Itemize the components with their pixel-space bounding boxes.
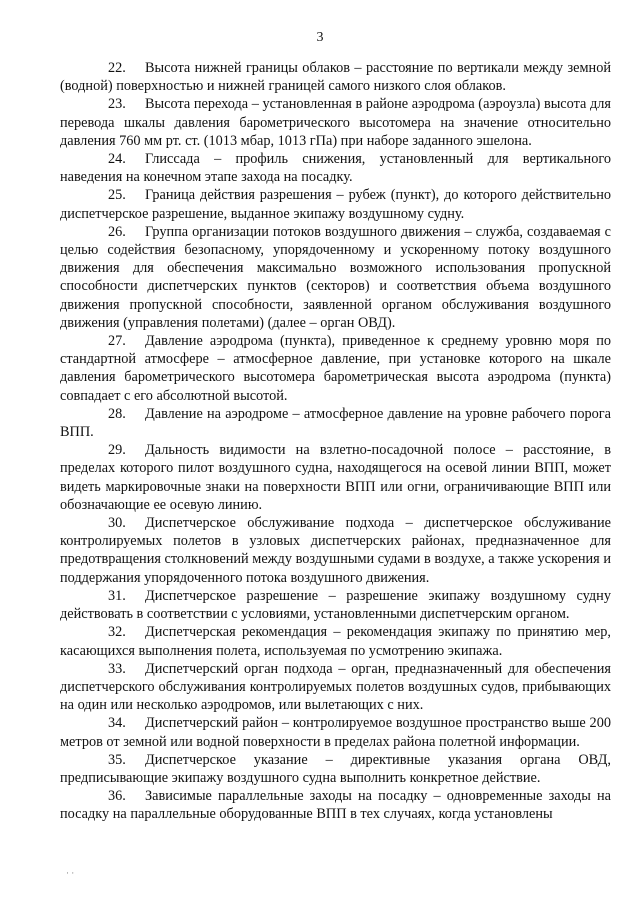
item-text: Диспетчерский район – контролируемое воздушное пространство выше 200 метров от земной или водной поверхности в пределах района полетной информации.: [60, 715, 611, 750]
item-text: Диспетчерское разрешение – разрешение экипажу воздушному судну действовать в соответствии с условиями, установленными диспетчерским органом.: [60, 587, 611, 623]
item-number: 28.: [108, 405, 126, 422]
item-text: Высота нижней границы облаков – расстояние по вертикали между земной (водной) поверхностью и нижней границей самого низкого слоя облаков.: [60, 60, 611, 95]
item-text: Зависимые параллельные заходы на посадку – одновременные заходы на посадку на параллельные оборудованные ВПП в тех случаях, когда установлены: [60, 788, 611, 823]
page-number: 3: [316, 30, 324, 45]
item-number: 23.: [108, 96, 126, 113]
item-text: Дальность видимости на взлетно-посадочной полосе – расстояние, в пределах которого пилот воздушного судна, находящегося на осевой линии ВПП, может видеть маркировочные знаки на поверхности ВПП или огни, ограничивающие ВПП или обозначающие ее осевую линию.: [60, 442, 611, 513]
item-number: 25.: [108, 187, 126, 204]
item-number: 24.: [108, 151, 126, 168]
item-text: Группа организации потоков воздушного движения – служба, создаваемая с целью содействия безопасному, упорядоченному и ускоренному потоку воздушного движения для обеспечения максимально возможного использования пропускной способности диспетчерских пунктов (секторов) и соответствия объема воздушного движения пропускной способности, заявленной органом обслуживания воздушного движения (управления полетами) (далее – орган ОВД).: [60, 223, 611, 331]
definition-item: [60, 787, 611, 823]
item-text: Глиссада – профиль снижения, установленный для вертикального наведения на конечном этапе захода на посадку.: [60, 151, 611, 186]
definition-item: [60, 59, 611, 95]
item-text: Давление на аэродроме – атмосферное давление на уровне рабочего порога ВПП.: [60, 405, 611, 441]
item-text: Диспетчерское указание – директивные указания органа ОВД, предписывающие экипажу воздушного судна выполнить конкретное действие.: [60, 751, 611, 786]
item-text: Давление аэродрома (пункта), приведенное к среднему уровню моря по стандартной атмосфере – атмосферное давление, при установке которого на шкале давления барометрического высотомера барометрическая высота аэродрома (пункта) совпадает с его абсолютной высотой.: [60, 333, 611, 404]
item-number: 29.: [108, 442, 126, 459]
definitions-list: [60, 59, 611, 824]
item-number: 34.: [108, 715, 126, 732]
definition-item: [60, 405, 611, 441]
item-number: 32.: [108, 624, 126, 641]
definition-item: [60, 623, 611, 659]
item-text: Диспетчерский орган подхода – орган, предназначенный для обеспечения диспетчерского обслуживания контролируемых полетов воздушных судов, прибывающих на один или несколько аэродромов, или вылетающих с них.: [60, 660, 611, 714]
definition-item: [60, 223, 611, 332]
definition-item: [60, 95, 611, 150]
item-text: Высота перехода – установленная в районе аэродрома (аэроузла) высота для перевода шкалы давления барометрического высотомера на значение относительно давления 760 мм рт. ст. (1013 мбар, 1013 гПа) при наборе заданного эшелона.: [60, 96, 611, 149]
definition-item: [60, 332, 611, 405]
item-text: Диспетчерское обслуживание подхода – диспетчерское обслуживание контролируемых полетов в узловых диспетчерских районах, предназначенное для предотвращения столкновений между воздушными судами в воздухе, а также ускорения и поддержания упорядоченного потока воздушного движения.: [60, 515, 611, 586]
definition-item: [60, 587, 611, 623]
item-number: 33.: [108, 660, 126, 677]
item-number: 31.: [108, 587, 126, 604]
item-number: 36.: [108, 788, 126, 805]
item-text: Граница действия разрешения – рубеж (пункт), до которого действительно диспетчерское разрешение, выданное экипажу воздушному судну.: [60, 187, 611, 222]
definition-item: [60, 714, 611, 750]
definition-item: [60, 186, 611, 222]
definition-item: [60, 660, 611, 715]
scan-artifact: · ·: [66, 868, 75, 878]
item-number: 27.: [108, 333, 126, 350]
definition-item: [60, 751, 611, 787]
item-number: 26.: [108, 223, 126, 240]
item-number: 30.: [108, 515, 126, 532]
item-text: Диспетчерская рекомендация – рекомендация экипажу по принятию мер, касающихся выполнения полета, используемая по усмотрению экипажа.: [60, 624, 611, 659]
item-number: 35.: [108, 751, 126, 768]
definition-item: [60, 514, 611, 587]
definition-item: [60, 441, 611, 514]
definition-item: [60, 150, 611, 186]
item-number: 22.: [108, 60, 126, 76]
